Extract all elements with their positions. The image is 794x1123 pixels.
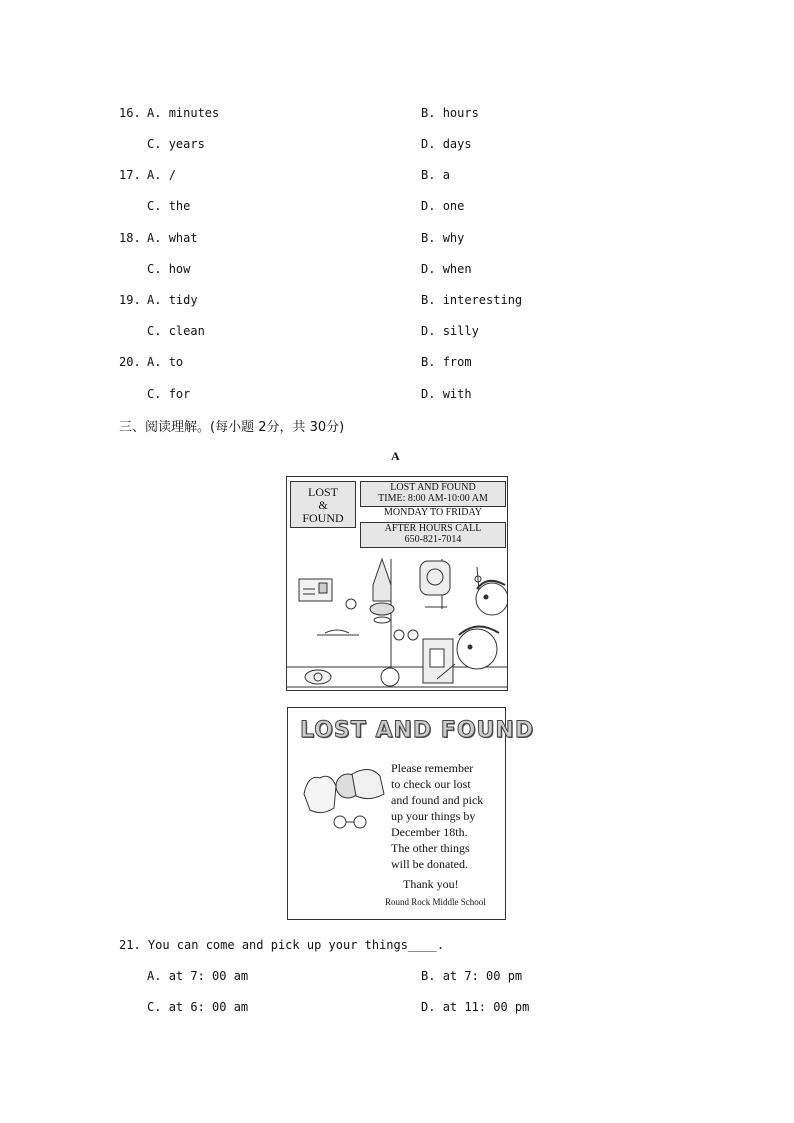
- option-b: B. hours: [421, 106, 479, 120]
- option-c: C. the: [147, 199, 191, 213]
- poster-notice: [391, 760, 503, 872]
- option-c: C. for: [147, 387, 191, 401]
- option-a: A. at 7: 00 am: [147, 969, 249, 983]
- question-stem: 21. You can come and pick up your things____.: [119, 938, 445, 952]
- ball-icon: [394, 630, 404, 640]
- child-face-icon: [457, 629, 497, 669]
- lost-items-drawing: [287, 549, 507, 690]
- option-d: D. when: [421, 262, 472, 276]
- poster-thanks: Thank you!: [403, 877, 459, 891]
- option-b: B. at 7: 00 pm: [421, 969, 523, 983]
- question-number: 19.: [119, 293, 141, 307]
- option-d: D. one: [421, 199, 465, 213]
- option-b: B. why: [421, 231, 465, 245]
- rocket-toy-icon: [373, 559, 391, 601]
- option-b: B. a: [421, 168, 450, 182]
- option-a: A. tidy: [147, 293, 198, 307]
- glasses-icon: [334, 816, 346, 828]
- section-heading: 三、阅读理解。(每小题 2分，共 30分): [119, 420, 345, 435]
- sign-line: LOST: [308, 485, 338, 499]
- sign-line: TIME: 8:00 AM-10:00 AM: [378, 493, 488, 504]
- question-number: 18.: [119, 231, 141, 245]
- option-c: C. clean: [147, 324, 205, 338]
- notice-line: Please remember: [391, 761, 474, 775]
- lost-found-illustration: [286, 476, 508, 691]
- question-number: 17.: [119, 168, 141, 182]
- option-d: D. days: [421, 137, 472, 151]
- question-number: 16.: [119, 106, 141, 120]
- days-sign: MONDAY TO FRIDAY: [384, 507, 482, 518]
- option-a: A. minutes: [147, 106, 220, 120]
- sign-line: AFTER HOURS CALL: [384, 523, 482, 534]
- watch-icon: [305, 670, 331, 684]
- option-b: B. interesting: [421, 293, 523, 307]
- sign-line: LOST AND FOUND: [390, 482, 476, 493]
- option-c: C. at 6: 00 am: [147, 1000, 249, 1014]
- option-b: B. from: [421, 355, 472, 369]
- poster-title: LOST AND FOUND: [300, 718, 535, 743]
- passage-label: A: [391, 449, 400, 463]
- poster-school: Round Rock Middle School: [385, 897, 486, 907]
- glove-icon: [304, 776, 336, 812]
- ball-icon: [381, 668, 399, 686]
- sign-line: 650-821-7014: [404, 534, 462, 545]
- option-a: A. /: [147, 168, 176, 182]
- child-face-icon: [476, 583, 507, 615]
- option-d: D. at 11: 00 pm: [421, 1000, 530, 1014]
- option-a: A. what: [147, 231, 198, 245]
- question-number: 20.: [119, 355, 141, 369]
- option-d: D. silly: [421, 324, 479, 338]
- notice-line: up your things by: [391, 809, 476, 823]
- option-d: D. with: [421, 387, 472, 401]
- lost-found-sign: [290, 481, 356, 528]
- sign-line: FOUND: [302, 511, 344, 525]
- notice-line: to check our lost: [391, 777, 471, 791]
- after-hours-sign: [360, 522, 506, 548]
- notice-line: will be donated.: [391, 857, 468, 871]
- lost-found-poster: [287, 707, 535, 920]
- option-c: C. how: [147, 262, 191, 276]
- notice-line: December 18th.: [391, 825, 468, 839]
- notice-line: The other things: [391, 841, 470, 855]
- ring-icon: [346, 599, 356, 609]
- lost-items-drawing: [300, 764, 388, 834]
- option-c: C. years: [147, 137, 205, 151]
- option-a: A. to: [147, 355, 184, 369]
- hours-sign: [360, 481, 506, 507]
- shoe-icon: [352, 769, 384, 798]
- sign-line: &: [318, 498, 328, 512]
- backpack-icon: [420, 561, 450, 595]
- notice-line: and found and pick: [391, 793, 484, 807]
